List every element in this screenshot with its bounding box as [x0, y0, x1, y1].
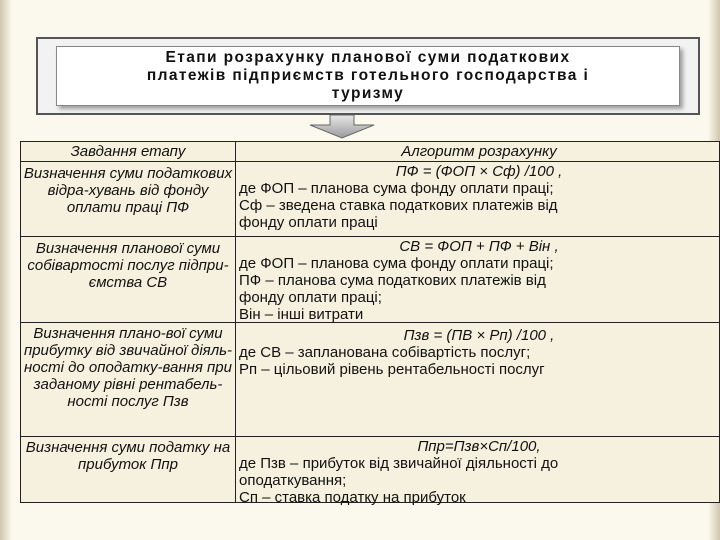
row-2-line-3: фонду оплати праці; — [239, 289, 382, 306]
row-2-algorithm — [239, 238, 719, 323]
row-3-algorithm — [239, 327, 719, 378]
row-3-formula: Пзв = (ПВ × Рп) /100 , — [403, 327, 555, 344]
row-divider-3 — [21, 436, 719, 437]
row-1-line-2: Сф – зведена ставка податкових платежів від — [239, 197, 558, 214]
row-1-algorithm — [239, 163, 719, 231]
row-2-line-4: Він – інші витрати — [239, 306, 364, 323]
row-4-line-1: де Пзв – прибуток від звичайної діяльності до — [239, 455, 559, 472]
row-2-line-1: де ФОП – планова сума фонду оплати праці; — [239, 255, 554, 272]
title-line-1: Етапи розрахунку планової суми податкових — [165, 49, 571, 66]
row-4-line-2: оподаткування; — [239, 472, 347, 489]
row-2-task: Визначення планової суми собівартості послуг підпри-ємства СВ — [27, 240, 229, 291]
row-1-task: Визначення суми податкових відра-хувань від фонду оплати праці ПФ — [23, 165, 233, 216]
row-divider-1 — [21, 236, 719, 237]
down-arrow-icon — [302, 115, 382, 139]
title-line-2: платежів підприємств готельного господарства і — [146, 67, 590, 84]
left-edge-shadow — [0, 0, 12, 540]
row-4-algorithm — [239, 438, 719, 506]
row-4-formula: Ппр=Пзв×Сп/100, — [417, 438, 541, 455]
row-4-task: Визначення суми податку на прибуток Ппр — [25, 439, 231, 473]
row-1-formula: ПФ = (ФОП × Сф) /100 , — [395, 163, 563, 180]
row-1-line-3: фонду оплати праці — [239, 214, 378, 231]
row-3-task: Визначення плано-вої суми прибутку від звичайної діяль-ності до оподатку-вання при заданому рівні рентабель-ності послуг Пзв — [23, 325, 233, 410]
row-3-line-2: Рп – цільовий рівень рентабельності послуг — [239, 361, 545, 378]
header-divider — [21, 161, 719, 162]
title-frame — [36, 37, 700, 115]
header-task: Завдання етапу — [70, 143, 186, 160]
calculation-table — [20, 141, 720, 506]
title-box — [56, 46, 680, 106]
row-3-line-1: де СВ – запланована собівартість послуг; — [239, 344, 531, 361]
title-line-3: туризму — [331, 85, 405, 102]
header-algorithm: Алгоритм розрахунку — [401, 143, 557, 160]
row-1-line-1: де ФОП – планова сума фонду оплати праці; — [239, 180, 554, 197]
slide-title — [147, 49, 589, 103]
row-4-line-3: Сп – ставка податку на прибуток — [239, 489, 466, 506]
row-2-line-2: ПФ – планова сума податкових платежів від — [239, 272, 546, 289]
row-2-formula: СВ = ФОП + ПФ + Він , — [399, 238, 559, 255]
